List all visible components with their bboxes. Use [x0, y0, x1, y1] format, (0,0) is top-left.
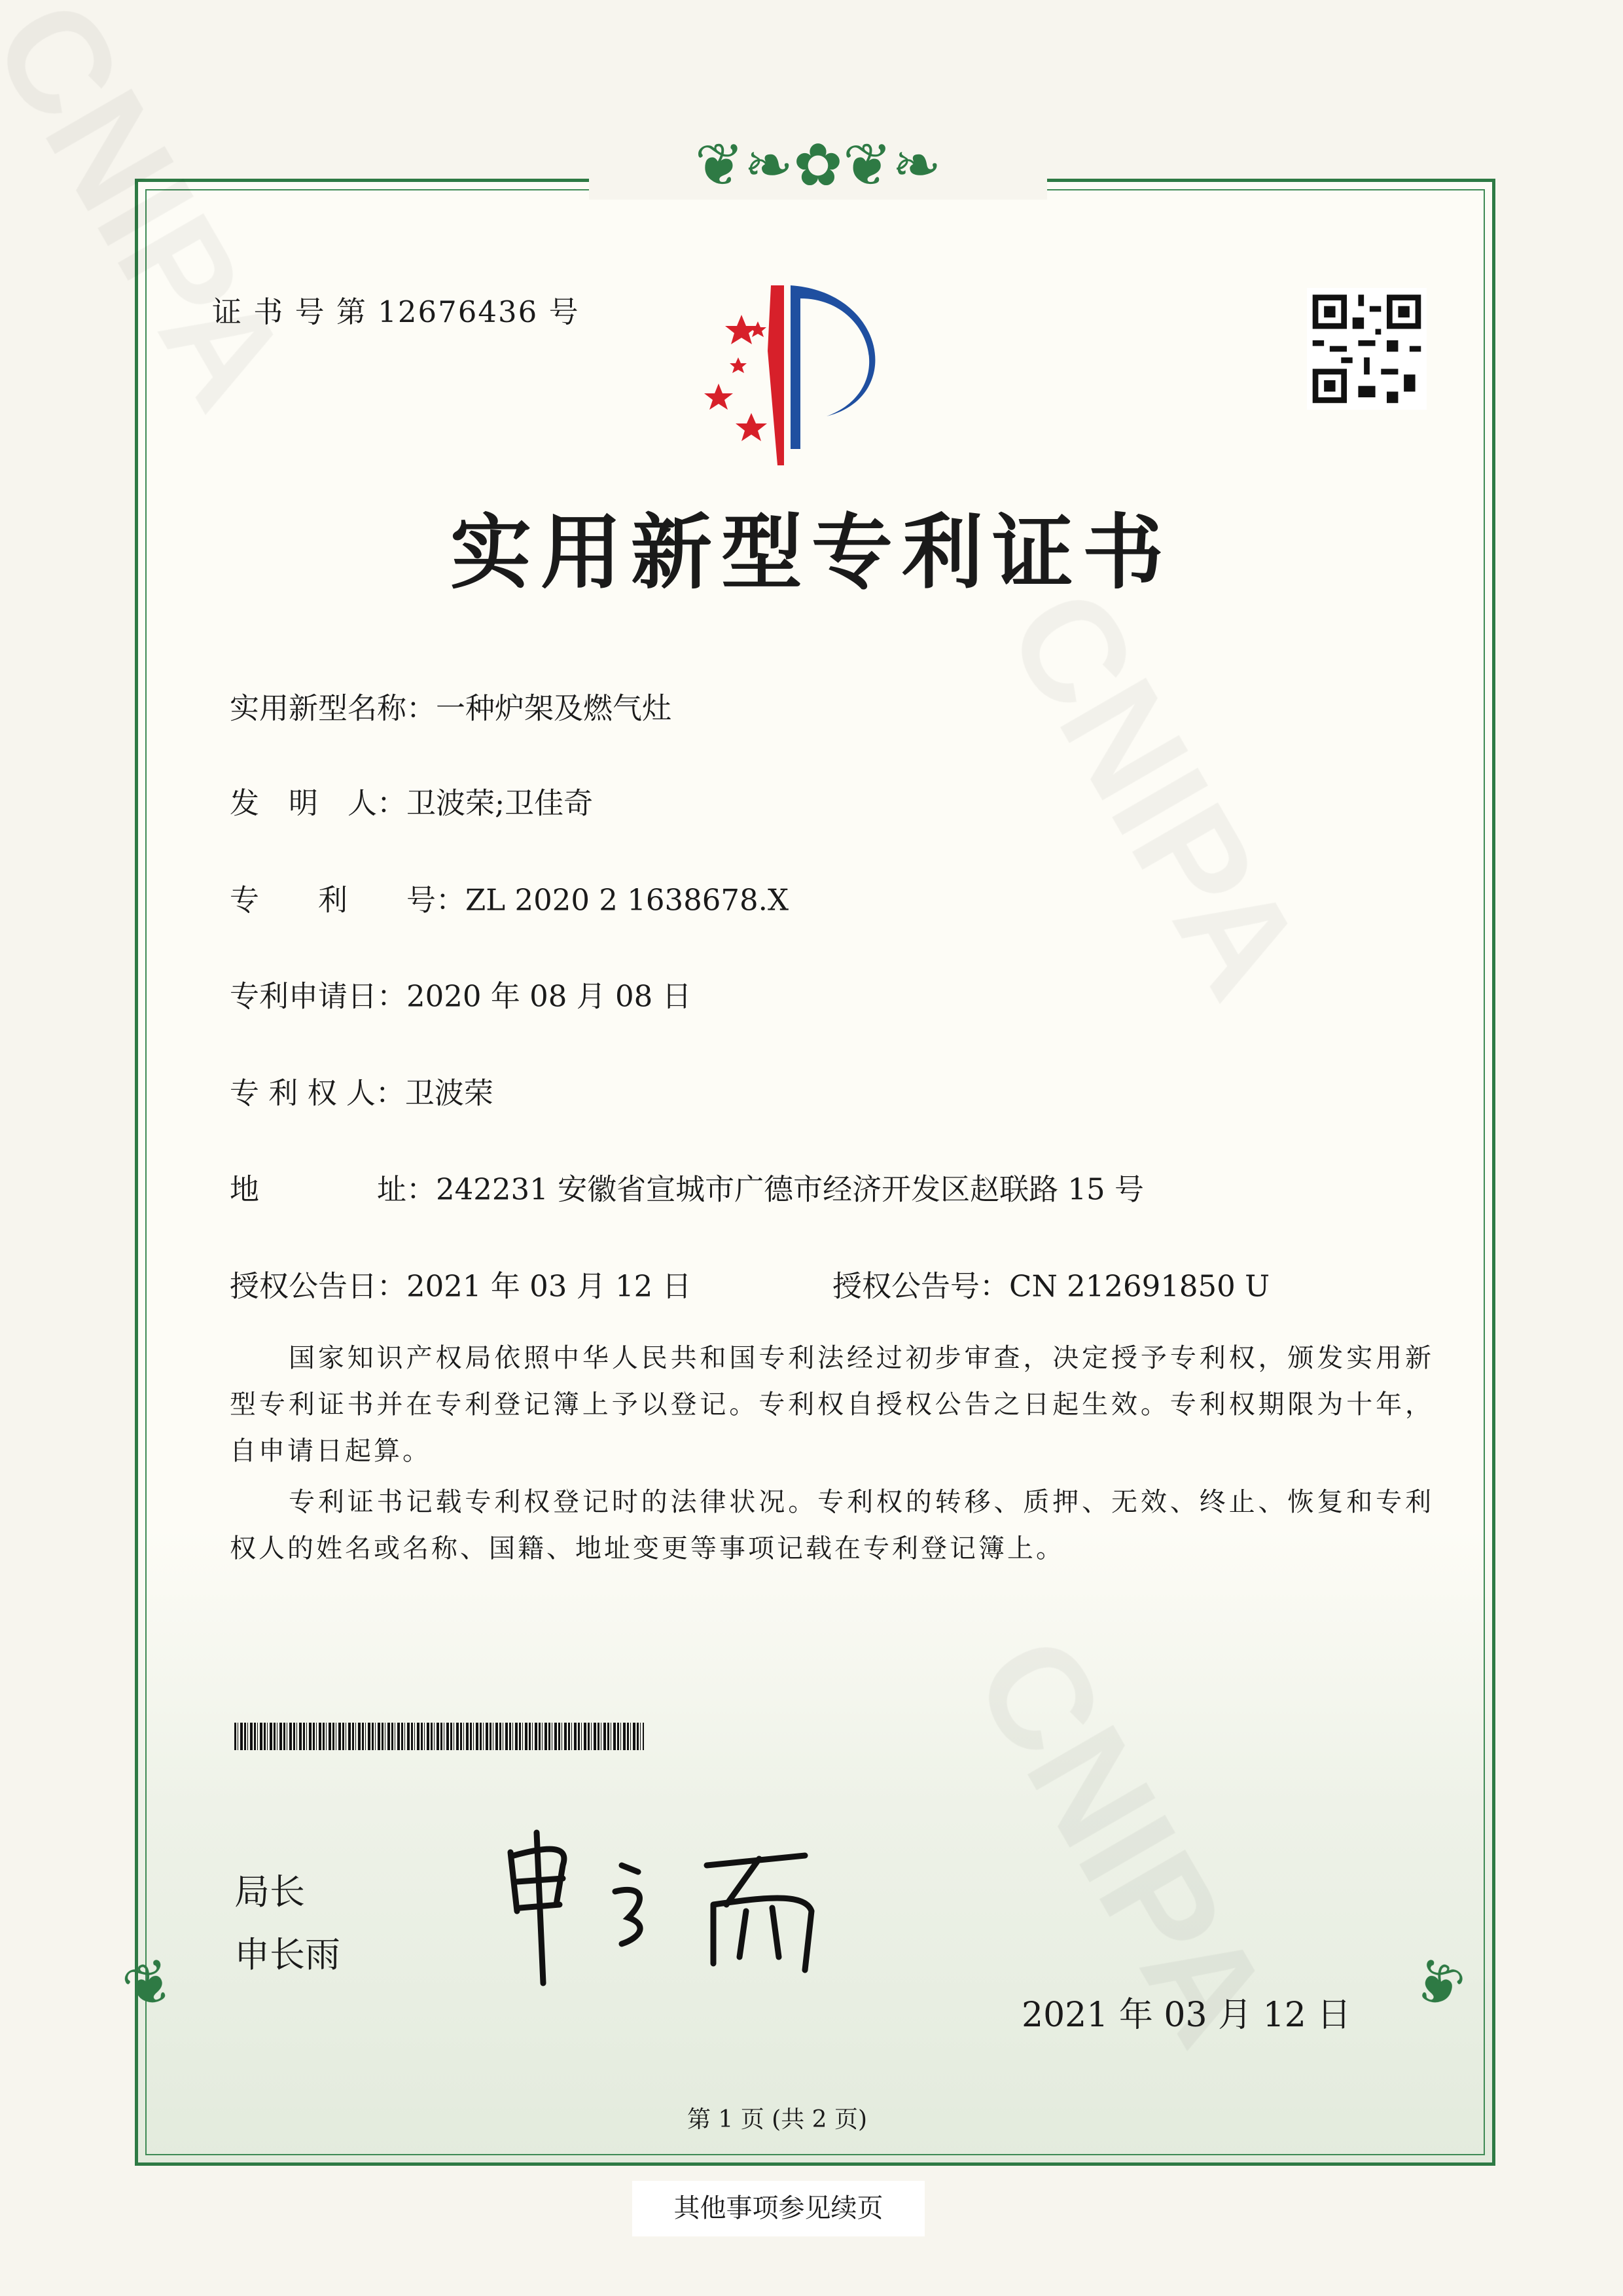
- field-inventors: [230, 780, 593, 822]
- field-label: 实用新型名称：: [230, 691, 437, 726]
- field-value: 卫波荣: [404, 1075, 493, 1111]
- field-value: 一种炉架及燃气灶: [436, 691, 672, 726]
- field-grant-date: [230, 1263, 692, 1305]
- field-address: [230, 1166, 1144, 1208]
- signatory-name: 申长雨: [234, 1934, 340, 1975]
- corner-ornament-icon: ❦: [1403, 1944, 1474, 2026]
- certificate-number: 证 书 号 第 12676436 号: [212, 295, 580, 329]
- field-value: 2021 年 03 月 12 日: [406, 1268, 692, 1304]
- continued-note: 其他事项参见续页: [632, 2181, 925, 2236]
- issue-date: 2021 年 03 月 12 日: [1022, 1996, 1351, 2035]
- field-application-date: [230, 973, 692, 1015]
- page-title: 实用新型专利证书: [450, 505, 1173, 600]
- field-value: 卫波荣;卫佳奇: [406, 785, 594, 821]
- qr-code: [1307, 288, 1427, 410]
- field-announcement-number: [832, 1263, 1270, 1305]
- top-ornament-icon: ❦❧✿❦❧: [589, 131, 1047, 200]
- field-label: 专利申请日：: [230, 978, 407, 1014]
- field-label: 专 利 号：: [230, 882, 466, 918]
- signature: [497, 1826, 838, 1990]
- barcode: [234, 1723, 644, 1750]
- field-value: 242231 安徽省宣城市广德市经济开发区赵联路 15 号: [436, 1172, 1144, 1207]
- field-label: 专 利 权 人：: [230, 1075, 405, 1111]
- field-value: 2020 年 08 月 08 日: [406, 978, 692, 1014]
- field-value: ZL 2020 2 1638678.X: [465, 882, 789, 918]
- page-indicator: 第 1 页 (共 2 页): [687, 2106, 868, 2133]
- signatory-title: 局长: [234, 1871, 305, 1912]
- field-label: 发 明 人：: [230, 785, 407, 821]
- field-label: 授权公告日：: [230, 1268, 407, 1304]
- field-label: 地 址：: [230, 1172, 437, 1207]
- field-label: 授权公告号：: [832, 1268, 1010, 1304]
- corner-ornament-icon: ❦: [114, 1944, 185, 2026]
- field-patent-number: [230, 876, 789, 919]
- cnipa-logo: [702, 285, 929, 469]
- legal-status-statement: 专利证书记载专利权登记时的法律状况。专利权的转移、质押、无效、终止、恢复和专利权人的姓名或名称、国籍、地址变更等事项记载在专利登记簿上。: [230, 1487, 1434, 1564]
- field-patentee: [230, 1069, 493, 1112]
- field-value: CN 212691850 U: [1009, 1268, 1270, 1304]
- field-utility-model-name: [230, 685, 671, 727]
- grant-statement: 国家知识产权局依照中华人民共和国专利法经过初步审查，决定授予专利权，颁发实用新型专利证书并在专利登记簿上予以登记。专利权自授权公告之日起生效。专利权期限为十年，自申请日起算。: [230, 1343, 1434, 1466]
